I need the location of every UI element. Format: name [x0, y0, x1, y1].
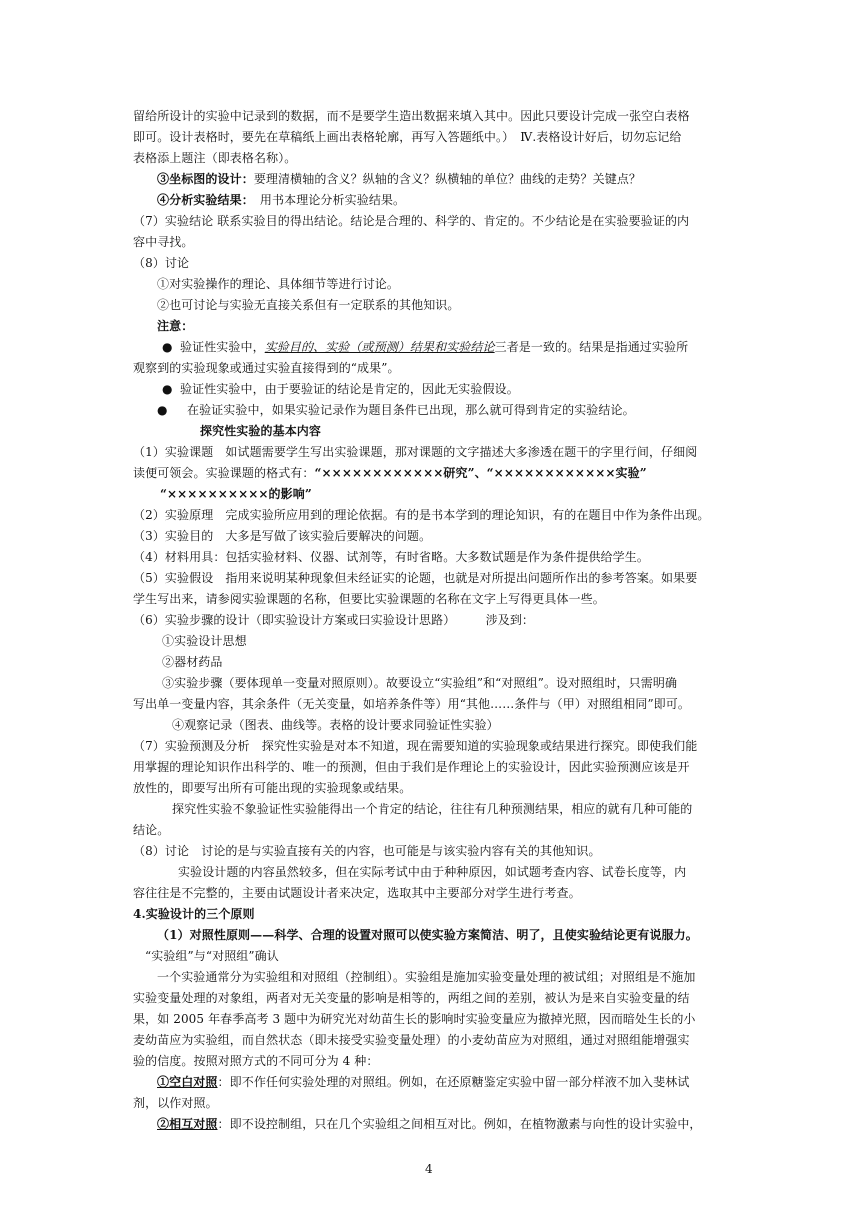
- paragraph-line: 容往往是不完整的，主要由试题设计者来决定，选取其中主要部分对学生进行考查。: [133, 886, 581, 900]
- paragraph-line: ④观察记录（图表、曲线等。表格的设计要求同验证性实验）: [172, 718, 499, 732]
- paragraph-line: 学生写出来，请参阅实验课题的名称，但要比实验课题的名称在文字上写得更具体一些。: [133, 592, 605, 606]
- paragraph-line: 实验变量处理的对象组，两者对无关变量的影响是相等的，两组之间的差别，被认为是来自实验变量的结: [133, 991, 690, 1005]
- paragraph-line: 放性的，即要写出所有可能出现的实验现象或结果。: [133, 781, 412, 795]
- paragraph-line: 探究性实验不象验证性实验能得出一个肯定的结论，往往有几种预测结果，相应的就有几种可能的: [172, 802, 693, 816]
- paragraph-line: [157, 192, 757, 208]
- paragraph-line: （1）实验课题 如试题需要学生写出实验课题，那对课题的文字描述大多渗透在题干的字里行间，仔细阅: [133, 445, 698, 459]
- note-heading: 注意：: [157, 319, 194, 333]
- paragraph-line: （8）讨论 讨论的是与实验直接有关的内容，也可能是与该实验内容有关的其他知识。: [133, 844, 601, 858]
- paragraph-line: ③实验步骤（要体现单一变量对照原则）。故要设立“实验组”和“对照组”。设对照组时，只需明确: [162, 676, 678, 690]
- bullet-line: [162, 339, 762, 355]
- principle-heading: （1）对照性原则——科学、合理的设置对照可以使实验方案简洁、明了，且使实验结论更有说服力。: [157, 928, 698, 942]
- term-blank-control: ①空白对照: [157, 1075, 218, 1089]
- paragraph-line: 果，如 2005 年春季高考 3 题中为研究光对幼苗生长的影响时实验变量应为撤掉光照，因而暗处生长的小: [133, 1012, 696, 1026]
- paragraph-line: （7）实验预测及分析 探究性实验是对本不知道，现在需要知道的实验现象或结果进行探究。即使我们能: [133, 739, 698, 753]
- paragraph-line: ②也可讨论与实验无直接关系但有一定联系的其他知识。: [157, 298, 460, 312]
- text-span: 读便可领会。实验课题的格式有：: [133, 466, 315, 480]
- paragraph-line: 一个实验通常分为实验组和对照组（控制组）。实验组是施加实验变量处理的被试组；对照组是不施加: [157, 970, 696, 984]
- text-span: 三者是一致的。结果是指通过实验所: [494, 340, 689, 354]
- paragraph-line: （7）实验结论 联系实验目的得出结论。结论是合理的、科学的、肯定的。不少结论是在实验要验证的内: [133, 214, 690, 228]
- text-span: 验证性实验中，: [180, 340, 265, 354]
- paragraph-line: 麦幼苗应为实验组，而自然状态（即未接受实验变量处理）的小麦幼苗应为对照组，通过对照组能增强实: [133, 1033, 690, 1047]
- bullet-line: [157, 402, 757, 418]
- format-example: “××××××××××××研究”、“××××××××××××实验”: [314, 466, 647, 480]
- paragraph-line: [133, 465, 733, 481]
- section-heading: 4.实验设计的三个原则: [133, 907, 255, 921]
- paragraph-line: 结论。: [133, 823, 170, 837]
- heading-coordinate-design: ③坐标图的设计：: [157, 172, 254, 186]
- paragraph-line: ①对实验操作的理论、具体细节等进行讨论。: [157, 277, 400, 291]
- paragraph-line: [157, 1074, 757, 1090]
- text-span: 在验证实验中，如果实验记录作为题目条件已出现，那么就可得到肯定的实验结论。: [187, 403, 635, 417]
- paragraph-line: 留给所设计的实验中记录到的数据，而不是要学生造出数据来填入其中。因此只要设计完成一张空白表格: [133, 109, 690, 123]
- paragraph-line: （5）实验假设 指用来说明某种现象但未经证实的论题，也就是对所提出问题所作出的参考答案。如果要: [133, 571, 698, 585]
- text-span: 要理清横轴的含义？纵轴的含义？纵横轴的单位？曲线的走势？关键点？: [253, 172, 642, 186]
- term-mutual-control: ②相互对照: [157, 1117, 218, 1131]
- paragraph-line: 表格添上题注（即表格名称）。: [133, 151, 297, 165]
- paragraph-line: ②器材药品: [162, 655, 223, 669]
- paragraph-line: 剂，以作对照。: [133, 1096, 218, 1110]
- paragraph-line: 用掌握的理论知识作出科学的、唯一的预测，但由于我们是作理论上的实验设计，因此实验预测应该是开: [133, 760, 690, 774]
- heading-analyze-results: ④分析实验结果：: [157, 193, 248, 207]
- paragraph-line: ①实验设计思想: [162, 634, 247, 648]
- format-example: “××××××××××的影响”: [160, 487, 312, 501]
- paragraph-line: 观察到的实验现象或通过实验直接得到的“成果”。: [133, 361, 400, 375]
- paragraph-line: （4）材料用具：包括实验材料、仪器、试剂等，有时省略。大多数试题是作为条件提供给学生。: [133, 550, 649, 564]
- page-number: 4: [425, 1162, 433, 1176]
- paragraph-line: （8）讨论: [133, 256, 190, 270]
- text-span: 用书本理论分析实验结果。: [247, 193, 406, 207]
- paragraph-line: [157, 171, 757, 187]
- paragraph-line: 验的信度。按照对照方式的不同可分为 4 种：: [133, 1054, 379, 1068]
- section-heading: 探究性实验的基本内容: [200, 424, 322, 438]
- paragraph-line: 实验设计题的内容虽然较多，但在实际考试中由于种种原因，如试题考查内容、试卷长度等，内: [178, 865, 687, 879]
- text-span: ：即不作任何实验处理的对照组。例如，在还原糖鉴定实验中留一部分样液不加入斐林试: [217, 1075, 690, 1089]
- paragraph-line: （3）实验目的 大多是写做了该实验后要解决的问题。: [133, 529, 432, 543]
- paragraph-line: （6）实验步骤的设计（即实验设计方案或曰实验设计思路） 涉及到：: [133, 613, 535, 627]
- paragraph-line: 写出单一变量内容，其余条件（无关变量，如培养条件等）用“其他……条件与（甲）对照组相同”即可。: [133, 697, 690, 711]
- bullet-icon: ●: [162, 340, 173, 354]
- bullet-icon: ●: [162, 382, 173, 396]
- bullet-line: [162, 381, 762, 397]
- underlined-phrase: 实验目的、实验（或预测）结果和实验结论: [264, 340, 495, 354]
- paragraph-line: “实验组”与“对照组”确认: [145, 949, 279, 963]
- paragraph-line: 即可。设计表格时，要先在草稿纸上画出表格轮廓，再写入答题纸中。） Ⅳ.表格设计好后，切勿忘记给: [133, 130, 682, 144]
- bullet-icon: ●: [157, 403, 168, 417]
- text-span: ：即不设控制组，只在几个实验组之间相互对比。例如，在植物激素与向性的设计实验中，: [217, 1117, 702, 1131]
- text-span: 验证性实验中，由于要验证的结论是肯定的，因此无实验假设。: [180, 382, 519, 396]
- paragraph-line: 容中寻找。: [133, 235, 194, 249]
- paragraph-line: [157, 1116, 757, 1132]
- paragraph-line: （2）实验原理 完成实验所应用到的理论依据。有的是书本学到的理论知识，有的在题目中作为条件出现。: [133, 508, 710, 522]
